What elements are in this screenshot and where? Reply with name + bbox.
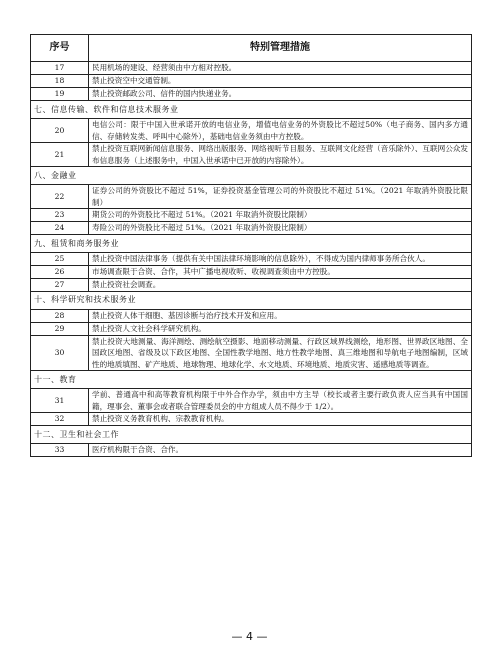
section-title: 十一、教育 [31,371,472,389]
row-measure-text: 禁止投资大地测量、海洋测绘、测绘航空摄影、地面移动测量、行政区域界线测绘，地形图、世界政区地图、全国政区地图、省级及以下政区地图、全国性教学地图、地方性教学地图、真三维地图和导航电子地图编制，区域性的地质填图、矿产地质、地球物理、地球化学、水文地质、环境地质、地质灾害、遥感地质等调查。 [89,335,472,371]
section-title: 八、金融业 [31,167,472,185]
measures-page [30,34,471,457]
table-row [31,322,472,335]
row-number: 20 [31,119,89,143]
row-number: 21 [31,143,89,167]
table-row [31,444,472,457]
table-row [31,335,472,371]
section-row [31,371,472,389]
row-measure-text: 禁止投资中国法律事务（提供有关中国法律环境影响的信息除外），不得成为国内律师事务所合伙人。 [89,253,472,266]
row-measure-text: 期货公司的外资股比不超过 51%。（2021 年取消外资股比限制） [89,209,472,222]
row-measure-text: 寿险公司的外资股比不超过 51%。（2021 年取消外资股比限制） [89,222,472,235]
section-row [31,167,472,185]
table-row [31,278,472,291]
column-header-no: 序号 [31,35,89,62]
table-row [31,309,472,322]
table-header-row [31,35,472,62]
table-row [31,62,472,75]
row-number: 23 [31,209,89,222]
row-number: 28 [31,309,89,322]
row-measure-text: 禁止投资互联网新闻信息服务、网络出版服务、网络视听节目服务、互联网文化经营（音乐除外）、互联网公众发布信息服务（上述服务中，中国入世承诺中已开放的内容除外）。 [89,143,472,167]
table-row [31,209,472,222]
row-measure-text: 禁止投资空中交通管制。 [89,75,472,88]
row-number: 18 [31,75,89,88]
section-row [31,426,472,444]
section-title: 九、租赁和商务服务业 [31,235,472,253]
table-row [31,185,472,209]
row-measure-text: 电信公司：限于中国入世承诺开放的电信业务，增值电信业务的外资股比不超过50%（电子商务、国内多方通信、存储转发类、呼叫中心除外），基础电信业务须由中方控股。 [89,119,472,143]
row-number: 19 [31,88,89,101]
table-row [31,119,472,143]
row-measure-text: 禁止投资社会调查。 [89,278,472,291]
table-row [31,413,472,426]
row-number: 22 [31,185,89,209]
row-measure-text: 民用机场的建设、经营须由中方相对控股。 [89,62,472,75]
section-title: 十、科学研究和技术服务业 [31,291,472,309]
section-row [31,291,472,309]
row-measure-text: 医疗机构限于合资、合作。 [89,444,472,457]
row-measure-text: 禁止投资人体干细胞、基因诊断与治疗技术开发和应用。 [89,309,472,322]
row-number: 27 [31,278,89,291]
section-row [31,235,472,253]
table-row [31,253,472,266]
section-row [31,101,472,119]
table-row [31,222,472,235]
table-row [31,265,472,278]
row-number: 30 [31,335,89,371]
row-number: 32 [31,413,89,426]
row-number: 31 [31,389,89,413]
row-number: 17 [31,62,89,75]
measures-table [30,34,472,457]
row-measure-text: 证券公司的外资股比不超过 51%，证券投资基金管理公司的外资股比不超过 51%。（2021 年取消外资股比限制） [89,185,472,209]
row-measure-text: 禁止投资义务教育机构、宗教教育机构。 [89,413,472,426]
row-number: 33 [31,444,89,457]
table-row [31,389,472,413]
row-measure-text: 禁止投资人文社会科学研究机构。 [89,322,472,335]
section-title: 十二、卫生和社会工作 [31,426,472,444]
row-number: 25 [31,253,89,266]
column-header-measure: 特别管理措施 [89,35,472,62]
row-measure-text: 市场调查限于合资、合作，其中广播电视收听、收视调查须由中方控股。 [89,265,472,278]
row-measure-text: 禁止投资邮政公司、信件的国内快递业务。 [89,88,472,101]
table-row [31,75,472,88]
row-number: 29 [31,322,89,335]
table-body [31,62,472,457]
row-measure-text: 学前、普通高中和高等教育机构限于中外合作办学，须由中方主导（校长或者主要行政负责人应当具有中国国籍，理事会、董事会或者联合管理委员会的中方组成人员不得少于 1/2）。 [89,389,472,413]
section-title: 七、信息传输、软件和信息技术服务业 [31,101,472,119]
row-number: 26 [31,265,89,278]
row-number: 24 [31,222,89,235]
page-number: — 4 — [231,630,268,643]
table-row [31,143,472,167]
table-row [31,88,472,101]
